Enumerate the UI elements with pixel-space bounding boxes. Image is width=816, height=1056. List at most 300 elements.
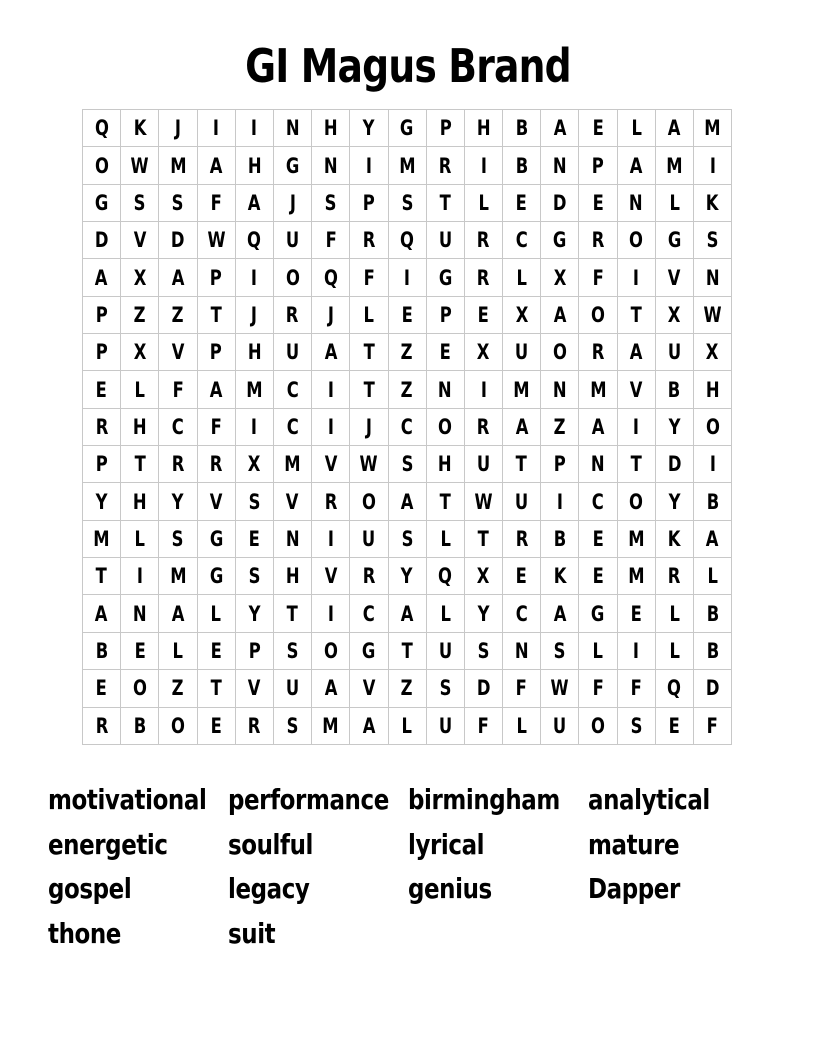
grid-letter: U [285, 228, 300, 253]
grid-letter: S [401, 452, 413, 477]
grid-cell [694, 483, 732, 520]
grid-cell [197, 483, 235, 520]
grid-cell [655, 483, 693, 520]
grid-letter: E [210, 713, 222, 738]
grid-cell [464, 670, 502, 707]
grid-letter: Q [94, 116, 109, 141]
grid-letter: S [401, 190, 413, 215]
grid-letter: S [133, 190, 146, 215]
grid-letter: R [362, 228, 376, 253]
grid-cell [159, 110, 197, 147]
grid-letter: K [668, 526, 681, 551]
word-list-item: thone [48, 917, 121, 951]
grid-letter: T [439, 489, 451, 514]
grid-letter: K [553, 564, 567, 589]
grid-cell [197, 184, 235, 221]
grid-cell [159, 147, 197, 184]
grid-row [83, 483, 732, 520]
grid-letter: O [438, 414, 453, 439]
grid-letter: A [400, 601, 414, 626]
grid-letter: V [668, 265, 681, 290]
grid-cell [694, 520, 732, 557]
grid-letter: S [172, 190, 184, 215]
grid-letter: X [477, 340, 490, 365]
grid-letter: E [516, 564, 528, 589]
grid-letter: U [515, 489, 529, 514]
grid-cell [617, 632, 655, 669]
grid-letter: N [629, 190, 644, 215]
grid-cell [197, 632, 235, 669]
grid-cell [235, 110, 273, 147]
grid-letter: Y [172, 489, 184, 514]
grid-letter: C [286, 414, 299, 439]
grid-cell [464, 446, 502, 483]
grid-cell [503, 520, 541, 557]
grid-cell [541, 296, 579, 333]
grid-cell [579, 184, 617, 221]
grid-cell [541, 670, 579, 707]
grid-cell [235, 446, 273, 483]
grid-cell [464, 334, 502, 371]
word-list-item: energetic [48, 827, 168, 861]
grid-cell [503, 110, 541, 147]
grid-letter: I [633, 638, 640, 663]
grid-letter: P [95, 452, 108, 477]
grid-letter: F [630, 676, 642, 701]
word-list-item: lyrical [408, 827, 485, 861]
grid-cell [235, 558, 273, 595]
grid-letter: U [285, 340, 300, 365]
grid-cell [273, 222, 311, 259]
grid-cell [655, 110, 693, 147]
grid-letter: M [628, 526, 645, 551]
grid-letter: V [286, 489, 299, 514]
grid-letter: W [359, 452, 378, 477]
grid-letter: R [209, 452, 223, 477]
grid-letter: T [286, 601, 299, 626]
grid-cell [83, 259, 121, 296]
grid-cell [159, 334, 197, 371]
grid-letter: T [516, 452, 528, 477]
grid-cell [197, 147, 235, 184]
grid-letter: L [516, 265, 527, 290]
grid-letter: L [630, 116, 642, 141]
grid-cell [83, 520, 121, 557]
grid-letter: R [362, 564, 376, 589]
grid-cell [312, 558, 350, 595]
grid-cell [235, 222, 273, 259]
grid-cell [83, 670, 121, 707]
grid-letter: F [516, 676, 528, 701]
grid-cell [350, 259, 388, 296]
grid-cell [273, 595, 311, 632]
grid-letter: R [477, 228, 490, 253]
grid-cell [235, 408, 273, 445]
grid-cell [388, 408, 426, 445]
grid-letter: H [285, 564, 300, 589]
grid-letter: J [251, 302, 258, 327]
grid-letter: N [552, 153, 567, 178]
grid-letter: G [94, 190, 109, 215]
grid-letter: T [439, 190, 451, 215]
grid-cell [312, 296, 350, 333]
grid-cell [83, 147, 121, 184]
grid-letter: B [706, 638, 719, 663]
grid-cell [121, 110, 159, 147]
grid-cell [426, 408, 464, 445]
grid-cell [464, 707, 502, 744]
grid-letter: H [476, 116, 491, 141]
grid-letter: X [477, 564, 490, 589]
grid-cell [388, 296, 426, 333]
word-list-item: suit [228, 917, 276, 951]
grid-cell [694, 296, 732, 333]
grid-letter: I [556, 489, 563, 514]
grid-row [83, 296, 732, 333]
grid-cell [426, 222, 464, 259]
grid-cell [312, 707, 350, 744]
grid-cell [83, 296, 121, 333]
grid-cell [579, 371, 617, 408]
grid-cell [426, 371, 464, 408]
grid-letter: U [667, 340, 682, 365]
grid-cell [617, 259, 655, 296]
grid-cell [159, 558, 197, 595]
grid-cell [579, 595, 617, 632]
grid-cell [388, 110, 426, 147]
grid-cell [197, 222, 235, 259]
grid-letter: E [248, 526, 260, 551]
grid-cell [350, 334, 388, 371]
word-list-item: soulful [228, 827, 313, 861]
grid-letter: H [247, 153, 262, 178]
grid-cell [694, 371, 732, 408]
grid-letter: B [515, 116, 528, 141]
grid-cell [235, 184, 273, 221]
grid-letter: R [95, 414, 108, 439]
grid-letter: S [172, 526, 184, 551]
grid-letter: R [324, 489, 338, 514]
grid-letter: O [705, 414, 720, 439]
grid-cell [579, 408, 617, 445]
word-list-item: legacy [228, 872, 310, 906]
grid-cell [235, 632, 273, 669]
grid-letter: N [323, 153, 338, 178]
grid-letter: A [553, 601, 567, 626]
grid-letter: Z [401, 676, 414, 701]
grid-letter: V [324, 564, 338, 589]
grid-letter: N [552, 377, 567, 402]
grid-cell [426, 520, 464, 557]
grid-letter: W [130, 153, 149, 178]
grid-letter: Q [667, 676, 682, 701]
grid-letter: O [552, 340, 567, 365]
grid-letter: R [438, 153, 452, 178]
grid-letter: A [209, 153, 223, 178]
grid-cell [312, 334, 350, 371]
grid-cell [655, 296, 693, 333]
grid-cell [83, 446, 121, 483]
grid-cell [694, 595, 732, 632]
grid-cell [83, 184, 121, 221]
grid-cell [541, 371, 579, 408]
grid-cell [312, 222, 350, 259]
grid-cell [312, 408, 350, 445]
grid-letter: J [327, 302, 334, 327]
grid-letter: Y [95, 489, 108, 514]
grid-letter: B [706, 601, 719, 626]
word-search-grid [82, 109, 732, 745]
grid-cell [503, 632, 541, 669]
grid-letter: N [132, 601, 147, 626]
grid-cell [426, 446, 464, 483]
grid-cell [617, 670, 655, 707]
grid-letter: Q [323, 265, 338, 290]
grid-cell [464, 147, 502, 184]
grid-cell [694, 446, 732, 483]
grid-letter: L [516, 713, 527, 738]
grid-letter: A [95, 265, 108, 290]
grid-letter: H [132, 414, 147, 439]
grid-letter: R [286, 302, 299, 327]
grid-cell [312, 147, 350, 184]
grid-cell [273, 259, 311, 296]
grid-letter: L [363, 302, 375, 327]
grid-letter: R [95, 713, 108, 738]
grid-cell [121, 520, 159, 557]
grid-letter: G [285, 153, 300, 178]
grid-letter: Y [401, 564, 414, 589]
grid-letter: H [132, 489, 147, 514]
grid-cell [541, 408, 579, 445]
grid-cell [273, 520, 311, 557]
grid-letter: X [668, 302, 681, 327]
grid-letter: J [289, 190, 296, 215]
grid-letter: I [480, 153, 487, 178]
word-list-item: gospel [48, 872, 132, 906]
grid-cell [503, 334, 541, 371]
grid-cell [121, 147, 159, 184]
grid-letter: V [629, 377, 643, 402]
grid-cell [121, 707, 159, 744]
grid-cell [350, 110, 388, 147]
grid-letter: D [171, 228, 185, 253]
grid-cell [121, 334, 159, 371]
grid-letter: E [134, 638, 146, 663]
grid-cell [388, 707, 426, 744]
grid-letter: E [95, 377, 108, 402]
grid-cell [197, 520, 235, 557]
grid-letter: P [553, 452, 566, 477]
grid-cell [83, 222, 121, 259]
grid-cell [121, 296, 159, 333]
grid-cell [121, 483, 159, 520]
grid-letter: O [591, 302, 605, 327]
grid-letter: C [171, 414, 184, 439]
grid-letter: F [592, 676, 604, 701]
grid-letter: U [553, 713, 567, 738]
grid-letter: C [362, 601, 375, 626]
grid-letter: F [172, 377, 184, 402]
grid-cell [655, 670, 693, 707]
grid-cell [235, 371, 273, 408]
grid-cell [617, 184, 655, 221]
grid-letter: M [628, 564, 645, 589]
grid-cell [503, 483, 541, 520]
grid-letter: S [324, 190, 337, 215]
grid-letter: M [666, 153, 683, 178]
grid-cell [464, 595, 502, 632]
grid-cell [159, 371, 197, 408]
grid-letter: E [516, 190, 528, 215]
grid-cell [197, 110, 235, 147]
grid-letter: L [210, 601, 222, 626]
grid-letter: D [94, 228, 109, 253]
grid-cell [464, 259, 502, 296]
grid-cell [694, 707, 732, 744]
grid-cell [350, 147, 388, 184]
grid-letter: S [286, 713, 299, 738]
grid-cell [503, 408, 541, 445]
grid-cell [655, 520, 693, 557]
grid-letter: S [553, 638, 566, 663]
grid-letter: S [401, 526, 413, 551]
grid-cell [694, 222, 732, 259]
grid-cell [579, 147, 617, 184]
grid-cell [273, 446, 311, 483]
grid-letter: A [553, 116, 567, 141]
grid-letter: Z [401, 377, 414, 402]
grid-cell [655, 371, 693, 408]
grid-cell [121, 408, 159, 445]
grid-letter: P [439, 116, 452, 141]
grid-cell [197, 670, 235, 707]
grid-cell [503, 670, 541, 707]
grid-cell [464, 184, 502, 221]
grid-letter: O [629, 228, 644, 253]
grid-letter: E [592, 526, 604, 551]
grid-letter: Z [172, 676, 184, 701]
grid-letter: V [247, 676, 261, 701]
grid-letter: E [477, 302, 490, 327]
grid-cell [83, 408, 121, 445]
grid-letter: I [213, 116, 220, 141]
grid-cell [426, 558, 464, 595]
grid-letter: P [439, 302, 452, 327]
grid-letter: U [285, 676, 300, 701]
grid-cell [655, 408, 693, 445]
grid-letter: L [669, 190, 680, 215]
grid-cell [617, 110, 655, 147]
page-title: GI Magus Brand [245, 39, 571, 93]
grid-cell [426, 632, 464, 669]
grid-letter: P [592, 153, 605, 178]
grid-cell [273, 483, 311, 520]
grid-cell [235, 147, 273, 184]
grid-cell [503, 184, 541, 221]
grid-cell [121, 595, 159, 632]
grid-row [83, 707, 732, 744]
grid-letter: W [703, 302, 722, 327]
grid-letter: H [323, 116, 338, 141]
grid-letter: E [401, 302, 413, 327]
grid-cell [579, 110, 617, 147]
grid-cell [541, 259, 579, 296]
grid-letter: I [327, 526, 334, 551]
grid-cell [617, 595, 655, 632]
grid-letter: Z [401, 340, 414, 365]
grid-letter: Z [553, 414, 566, 439]
grid-letter: O [170, 713, 185, 738]
grid-letter: R [668, 564, 681, 589]
grid-cell [350, 558, 388, 595]
grid-cell [273, 408, 311, 445]
grid-cell [503, 147, 541, 184]
grid-cell [273, 147, 311, 184]
grid-letter: A [629, 153, 643, 178]
grid-cell [83, 707, 121, 744]
grid-letter: A [324, 676, 338, 701]
grid-letter: Q [400, 228, 415, 253]
grid-cell [350, 595, 388, 632]
grid-cell [273, 632, 311, 669]
grid-letter: T [401, 638, 413, 663]
grid-cell [579, 222, 617, 259]
grid-cell [273, 184, 311, 221]
grid-letter: M [93, 526, 110, 551]
grid-letter: Q [247, 228, 262, 253]
grid-cell [579, 483, 617, 520]
grid-letter: N [591, 452, 605, 477]
grid-letter: J [365, 414, 372, 439]
grid-letter: O [361, 489, 376, 514]
grid-cell [579, 259, 617, 296]
grid-cell [655, 147, 693, 184]
grid-letter: I [633, 265, 640, 290]
grid-letter: E [592, 190, 604, 215]
grid-cell [388, 334, 426, 371]
grid-cell [159, 632, 197, 669]
grid-cell [426, 670, 464, 707]
grid-letter: A [400, 489, 414, 514]
word-list [48, 778, 808, 957]
grid-letter: L [134, 377, 145, 402]
grid-cell [312, 595, 350, 632]
grid-cell [159, 296, 197, 333]
grid-cell [617, 707, 655, 744]
grid-letter: M [246, 377, 263, 402]
grid-cell [655, 222, 693, 259]
grid-letter: H [247, 340, 262, 365]
grid-letter: K [133, 116, 147, 141]
grid-cell [159, 184, 197, 221]
grid-cell [617, 558, 655, 595]
grid-letter: U [476, 452, 491, 477]
grid-cell [273, 334, 311, 371]
grid-letter: V [209, 489, 223, 514]
grid-cell [694, 632, 732, 669]
grid-cell [273, 670, 311, 707]
grid-row [83, 147, 732, 184]
grid-letter: I [709, 452, 716, 477]
grid-cell [426, 334, 464, 371]
grid-cell [579, 707, 617, 744]
grid-cell [541, 446, 579, 483]
grid-letter: D [476, 676, 491, 701]
grid-letter: D [553, 190, 567, 215]
grid-letter: A [668, 116, 681, 141]
grid-cell [655, 707, 693, 744]
